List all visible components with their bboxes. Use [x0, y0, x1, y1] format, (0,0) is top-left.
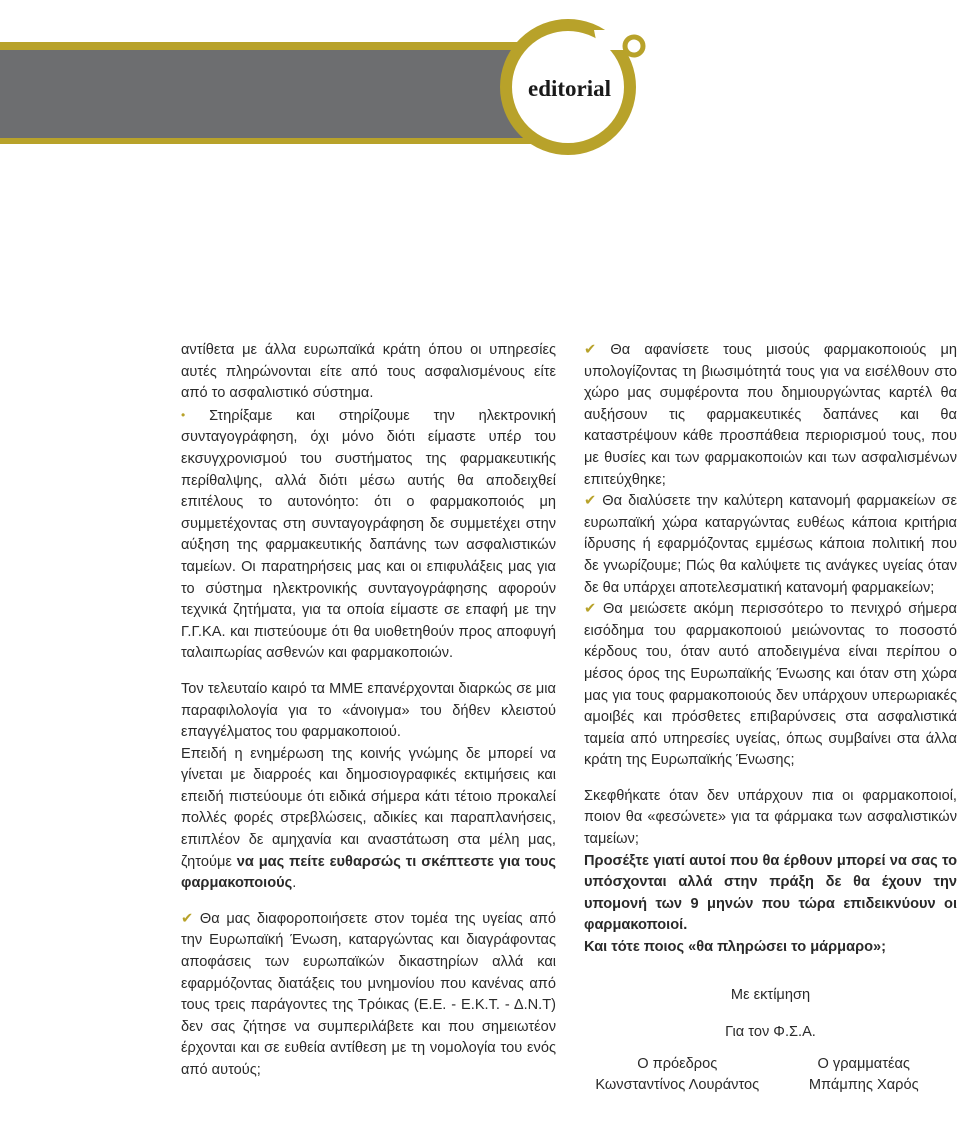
paragraph-thought: Σκεφθήκατε όταν δεν υπάρχουν πια οι φαρμακοποιοί, ποιον θα «φεσώνετε» για τα φάρμακα των ασφαλιστικών ταμείων;: [584, 787, 957, 848]
page-title: editorial: [528, 76, 612, 101]
paragraph-media: Τον τελευταίο καιρό τα ΜΜΕ επανέρχονται διαρκώς σε μια παραφιλολογία για το «άνοιγμα» του δήθεν κλειστού επαγγέλματος του φαρμακοποιού.: [181, 680, 556, 741]
signature-name: Μπάμπης Χαρός: [808, 1077, 919, 1094]
question-distribution: ✔ Θα διαλύσετε την καλύτερη κατανομή φαρμακείων σε ευρωπαϊκή χώρα καταργώντας ευθέως κάποια κριτήρια ίδρυσης ή εφαρμόζοντας εμμέσως κάποια πολιτική που δε γνωρίζουμε; Πώς θα καλύψετε τις ανάγκες υγείας όταν δε θα υπάρχει αποτελεσματική κατανομή φαρμακείων;: [584, 493, 957, 596]
question-pharmacists: ✔ Θα αφανίσετε τους μισούς φαρμακοποιούς μη υπολογίζοντας τη βιωσιμότητά τους για να εισέλθουν στο χώρο μας συμφέροντα που δημιουργώντας καρτέλ θα αυξήσουν τις φαρμακευτικές δαπάνες και θα καταστρέψουν κάθε προσπάθεια περιορισμού τους, που με θυσίες και των φαρμακοποιών και των ασφαλισμένων επιτεύχθηκε;: [584, 342, 957, 488]
signatures: [584, 1054, 957, 1097]
closing-regards: Με εκτίμηση: [730, 986, 811, 1003]
signature-secretary: [771, 1054, 958, 1097]
checkmark-icon: ✔: [584, 342, 597, 358]
paragraph-continuation: αντίθετα με άλλα ευρωπαϊκά κράτη όπου οι υπηρεσίες αυτές πληρώνονται είτε από τους ασφαλισμένους είτε από το ασφαλιστικό σύστημα.: [181, 342, 556, 402]
paragraph-warning: Προσέξτε γιατί αυτοί που θα έρθουν μπορεί να σας το υπόσχονται αλλά στην πράξη δε θα έχουν την υπομονή των 9 μηνών που τώρα επιδεικνύουν οι φαρμακοποιοί.: [584, 852, 957, 934]
checkmark-icon: ✔: [584, 601, 597, 618]
signature-name: Κωνσταντίνος Λουράντος: [595, 1077, 760, 1094]
checkmark-icon: ✔: [181, 910, 194, 927]
paragraph-request: Επειδή η ενημέρωση της κοινής γνώμης δε μπορεί να γίνεται με διαρροές και δημοσιογραφικές εκτιμήσεις και επειδή πιστεύουμε ότι ειδικά σήμερα κάτι τέτοιο προκαλεί πολλές φορές στρεβλώσεις, αδικίες και παραπλανήσεις, επιπλέον δε αμηχανία και αναστάτωση στα μέλη μας, ζητούμε να μας πείτε ευθαρσώς τι σκέπτεστε για τους φαρμακοποιούς.: [181, 745, 556, 892]
ring-dot: [625, 37, 643, 55]
question-income: ✔ Θα μειώσετε ακόμη περισσότερο το πενιχρό σήμερα εισόδημα του φαρμακοποιού μειώνοντας το ποσοστό κέρδους του, όταν αυτό αποδειγμένα είναι περίπου ο μέσος όρος της Ευρωπαϊκής Ένωσης και όταν στη χώρα μας για τους φαρμακοποιούς δεν υπάρχουν υπερωριακές αμοιβές και πρόσθετες επιβαρύνσεις στα ασφαλιστικά ταμεία από υπηρεσίες υγείας, όπως συμβαίνει στα άλλα κράτη της Ευρωπαϊκής Ένωσης;: [584, 601, 957, 769]
editorial-ring-logo: [0, 0, 960, 200]
right-column: [584, 340, 957, 1097]
paragraph-marble: Και τότε ποιος «θα πληρώσει το μάρμαρο»;: [584, 939, 886, 956]
bullet-icon: •: [181, 407, 186, 422]
paragraph-e-prescription: • Στηρίξαμε και στηρίζουμε την ηλεκτρονική συνταγογράφηση, όχι μόνο διότι είμαστε υπέρ του εκσυγχρονισμού του συστήματος της φαρμακευτικής περίθαλψης, αλλά διότι μέσω αυτής θα αποδειχθεί επιτέλους το αυτονόητο: ότι ο φαρμακοποιός μη συμμετέχοντας στη συνταγογράφηση δε συμμετέχει στην αύξηση της φαρμακευτικής δαπάνης των ασφαλιστικών ταμείων. Οι παρατηρήσεις μας και οι επιφυλάξεις μας για το σύστημα ηλεκτρονικής συνταγογράφησης αφορούν τεχνικά ζητήματα, για τα οποία είμαστε σε επαφή με την Γ.Γ.ΚΑ. και πιστεύουμε ότι θα υιοθετηθούν προς αποφυγή ταλαιπωρίας ασθενών και φαρμακοποιών.: [181, 407, 556, 662]
left-column: [181, 340, 556, 1082]
checkmark-icon: ✔: [584, 493, 597, 510]
signature-role: Ο γραμματέας: [817, 1055, 910, 1072]
signature-president: [584, 1054, 771, 1097]
signature-role: Ο πρόεδρος: [637, 1055, 718, 1072]
closing-organization: Για τον Φ.Σ.Α.: [725, 1024, 816, 1041]
question-eu: ✔ Θα μας διαφοροποιήσετε στον τομέα της υγείας από την Ευρωπαϊκή Ένωση, καταργώντας και διαγράφοντας αποφάσεις των ευρωπαϊκών δικαστηρίων αλλά και εφαρμόζοντας διατάξεις του μνημονίου που κανένας από τους τρεις παράγοντες της Τρόικας (Ε.Ε. - Ε.Κ.Τ. - Δ.Ν.Τ) δεν σας ζήτησε να συμπεριλάβετε και που σημειωτέον έρχονται και σε ευθεία αντίθεση με τη νομολογία του ενός από αυτούς;: [181, 910, 556, 1078]
